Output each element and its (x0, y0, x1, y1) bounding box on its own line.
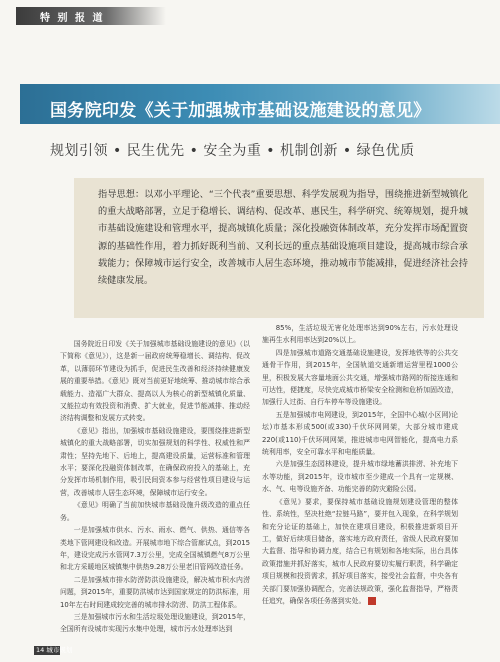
section-title: 特 别 报 道 (40, 13, 105, 24)
paragraph-last (262, 496, 458, 608)
page-header (0, 0, 500, 30)
article-title: 国务院印发《关于加强城市基础设施建设的意见》 (50, 101, 431, 121)
title-banner (20, 84, 500, 124)
paragraph: 85%，生活垃圾无害化处理率达到90%左右，污水处理设施再生水利用率达到20%以上。 (262, 324, 458, 345)
summary-text: 指导思想：以邓小平理论、“三个代表”重要思想、科学发展观为指导，围绕推进新型城镇化的重大战略部署，立足于稳增长、调结构、促改革、惠民生，科学研究、统筹规划，提升城市基础设施建设和管理水平，提高城镇化质量；深化投融资体制改革，充分发挥市场配置资源的基础性作用，着力抓好既利当前、又利长远的重点基础设施项目建设，提高城市综合承载能力；保障城市运行安全，改善城市人居生态环境，推动城市节能减排，促进经济社会持续健康发展。 (98, 189, 468, 287)
page-number: 14 城市规划 (36, 646, 73, 654)
paragraph: 一是加强城市供水、污水、雨水、燃气、供热、通信等各类地下管网建设和改造。开展城市地下综合管廊试点，到2015年，建设完成污水管网7.3万公里，完成全国城镇燃气8万公里和北方采暖地区城镇集中供热9.28万公里老旧管网改造任务。 (60, 526, 250, 572)
paragraph: 五是加强城市电网建设，到2015年，全国中心城(小区网)论坛)市基本形成500(或330)千伏环网网架，大部分城市建成220(或110)千伏环网网架，推进城市电网智能化，提高电力系统利用率，安全可靠水平和电能质量。 (262, 410, 458, 457)
paragraph-text: 《意见》要求，要保持城市基础设施规划建设管理的整体性、系统性，坚决杜绝“拉链马路”，要并包入现象，在科学规划和充分论证的基础上，加快在建项目建设，积极推进新项目开工，做好后续项目储备，落实地方政府责任，省级人民政府要加大监督、指导和协调力度，结合已有规划和各地实际，出台具体政策措施并抓好落实，城市人民政府要切实履行职责，科学确定项目规模和投资需求，抓好项目落实，接受社会监督，中央各有关部门要加强协调配合，完善法规政策，强化监督指导，严格责任追究，确保各项任务落到实处。 (262, 497, 458, 605)
left-column (60, 338, 250, 636)
paragraph: 三是加强城市污水和生活垃圾处理设施建设，到2015年，全国所有设城市实现污水集中处理，城市污水处理率达到 (60, 612, 250, 634)
paragraph: 二是加强城市排水防涝防洪设施建设，解决城市积水内涝问题，到2015年，重要防洪城市达到国家规定的防洪标准，用10年左右时间建成较完善的城市排水防涝、防洪工程体系。 (60, 575, 250, 609)
paragraph: 四是加强城市道路交通基础设施建设，发挥地铁等的公共交通骨干作用，到2015年，全国轨道交通新增运营里程1000公里，积极发展大容量地面公共交通，增强城市路网的衔接连通和可达性，便捷度，尽快完成城市桥梁安全检测和危桥加固改造，加强行人过街、自行车停车等设施建设。 (262, 348, 458, 407)
article-subtitle: 规划引领 • 民生优先 • 安全为重 • 机制创新 • 绿色优质 (50, 143, 415, 159)
paragraph: 六是加强生态园林建设，提升城市绿地蓄洪排涝、补充地下水等功能，到2015年，设市城市至少建成一个具有一定规模、水、气、电等设施齐备、功能完善的防灾避险公园。 (262, 460, 458, 494)
right-column (262, 322, 458, 607)
paragraph: 《意见》指出，加强城市基础设施建设，要围绕推进新型城镇化的重大战略部署，切实加强规划的科学性、权威性和严肃性；坚持先地下、后地上，提高建设质量，运营标准和管理水平；要深化投融资体制改革，在确保政府投入的基础上，充分发挥市场机制作用，吸引民间资本参与经营性项目建设与运营，改善城市人居生态环境，保障城市运行安全。 (60, 426, 250, 497)
paragraph: 《意见》明确了当前加快城市基础设施升级改造的重点任务。 (60, 501, 250, 522)
paragraph: 国务院近日印发《关于加强城市基础设施建设的意见》（以下简称《意见》），这是新一届政府统筹稳增长、调结构、促改革，以薄弱环节建设为抓手，促进民生改善和经济持续健康发展的重要举措。《意见》既对当前更好地统筹、推动城市综合承载能力、造福广大群众、提高以人为核心的新型城镇化质量、又能拉动有效投资和消费、扩大就业，促进节能减排、推动经济结构调整和发展方式转变。 (60, 340, 250, 423)
end-mark-icon (368, 597, 376, 605)
